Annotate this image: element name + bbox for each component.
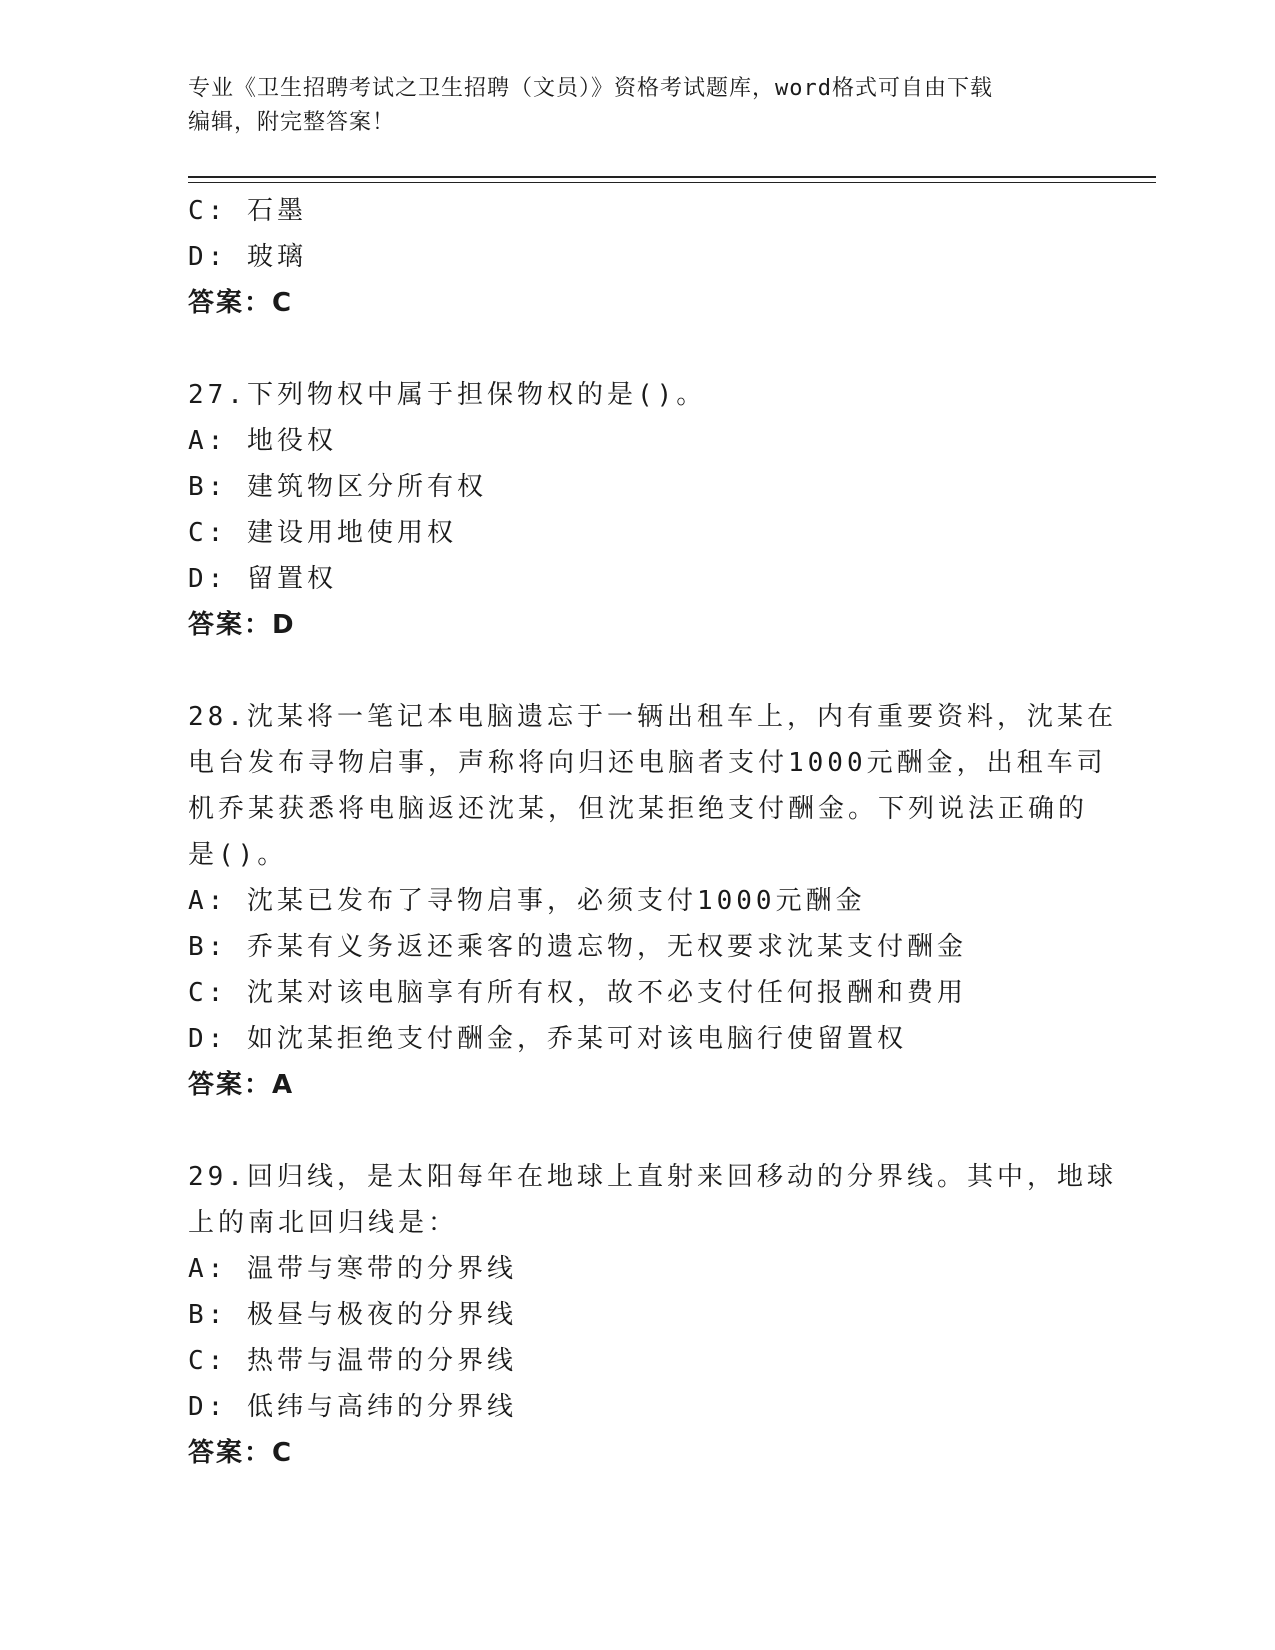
option-d: D: 低纬与高纬的分界线 [188, 1392, 517, 1422]
spacer [188, 1108, 1088, 1154]
question-29 [188, 1154, 1117, 1476]
option-a: A: 地役权 [188, 426, 337, 456]
option-a: A: 沈某已发布了寻物启事，必须支付1000元酬金 [188, 886, 866, 916]
question-28 [188, 694, 1117, 1108]
header-title-line-1: 专业《卫生招聘考试之卫生招聘（文员）》资格考试题库，word格式可自由下载 [188, 76, 993, 101]
answer-line: 答案：C [188, 1438, 294, 1468]
answer-line: 答案：D [188, 610, 296, 640]
header-title-line-2: 编辑，附完整答案！ [188, 110, 396, 135]
option-b: B: 乔某有义务返还乘客的遗忘物，无权要求沈某支付酬金 [188, 932, 967, 962]
question-stem-line-1: 29.回归线，是太阳每年在地球上直射来回移动的分界线。其中，地球 [188, 1162, 1117, 1192]
option-a: A: 温带与寒带的分界线 [188, 1254, 517, 1284]
answer-line: 答案：A [188, 1070, 295, 1100]
page-header [188, 72, 1088, 140]
option-c: C: 热带与温带的分界线 [188, 1346, 517, 1376]
question-stem: 27.下列物权中属于担保物权的是()。 [188, 380, 707, 410]
option-d: D: 留置权 [188, 564, 337, 594]
option-c: C: 石墨 [188, 196, 307, 226]
spacer [188, 648, 1088, 694]
option-b: B: 建筑物区分所有权 [188, 472, 487, 502]
option-c: C: 建设用地使用权 [188, 518, 457, 548]
question-27 [188, 372, 1088, 648]
question-list [188, 188, 1117, 1476]
answer-line: 答案：C [188, 288, 294, 318]
question-stem-line-2: 电台发布寻物启事，声称将向归还电脑者支付1000元酬金，出租车司 [188, 748, 1107, 778]
option-b: B: 极昼与极夜的分界线 [188, 1300, 517, 1330]
question-stem-line-2: 上的南北回归线是： [188, 1208, 459, 1238]
question-26-tail [188, 188, 1088, 326]
question-stem-line-1: 28.沈某将一笔记本电脑遗忘于一辆出租车上，内有重要资料，沈某在 [188, 702, 1117, 732]
spacer [188, 326, 1088, 372]
option-c: C: 沈某对该电脑享有所有权，故不必支付任何报酬和费用 [188, 978, 967, 1008]
question-stem-line-3: 机乔某获悉将电脑返还沈某，但沈某拒绝支付酬金。下列说法正确的 [188, 794, 1089, 824]
option-d: D: 如沈某拒绝支付酬金，乔某可对该电脑行使留置权 [188, 1024, 907, 1054]
header-divider [188, 176, 1156, 183]
option-d: D: 玻璃 [188, 242, 307, 272]
question-stem-line-4: 是()。 [188, 840, 288, 870]
